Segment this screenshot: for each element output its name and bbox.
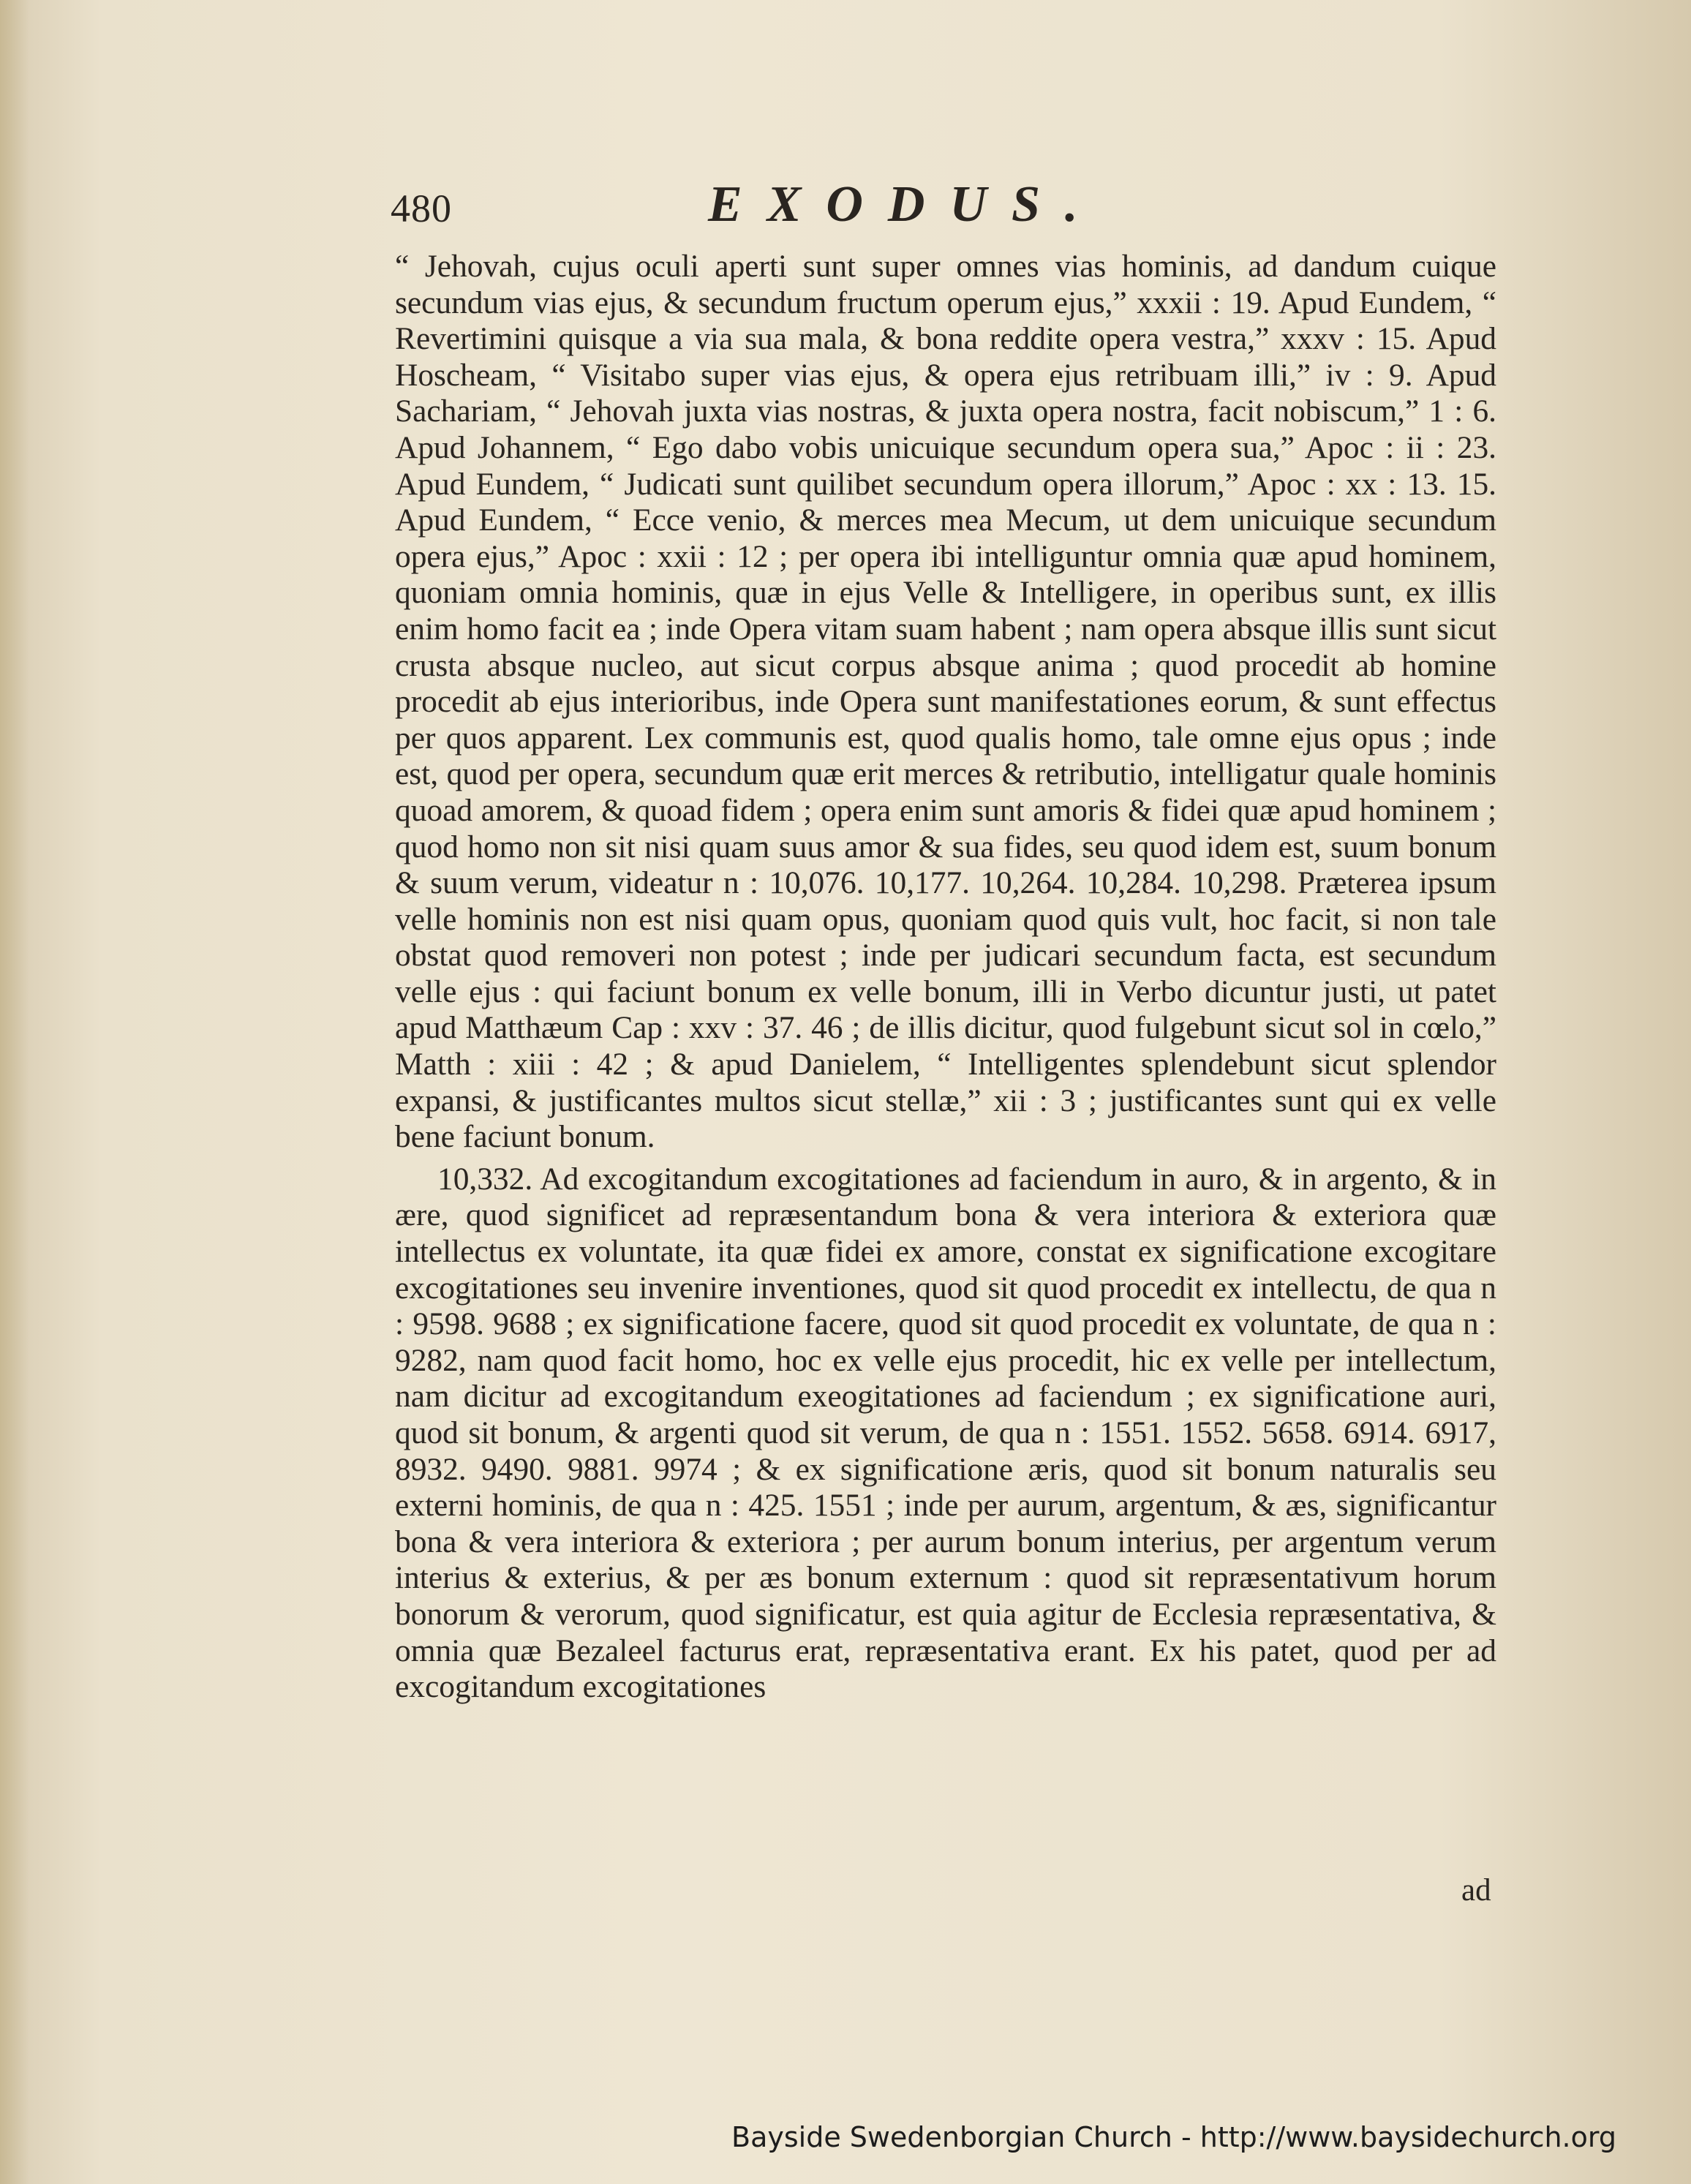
running-title: EXODUS. [708,176,1103,233]
page-header [391,176,1502,246]
page-number: 480 [391,187,452,230]
paragraph-continued: “ Jehovah, cujus oculi aperti sunt super omnes vias hominis, ad dandum cuique secundum vias ejus, & secundum fructum operum ejus,” xxxii : 19. Apud Eundem, “ Revertimini quisque a via sua mala, & bona reddite opera vestra,” xxxv : 15. Apud Hoscheam, “ Visitabo super vias ejus, & opera ejus retribuam illi,” iv : 9. Apud Sachariam, “ Jehovah juxta vias nostras, & juxta opera nostra, facit nobiscum,” 1 : 6. Apud Johannem, “ Ego dabo vobis unicuique secundum opera sua,” Apoc : ii : 23. Apud Eundem, “ Judicati sunt quilibet secundum opera illorum,” Apoc : xx : 13. 15. Apud Eundem, “ Ecce venio, & merces mea Mecum, ut dem unicuique secundum opera ejus,” Apoc : xxii : 12 ; per opera ibi intelliguntur omnia quæ apud hominem, quoniam omnia hominis, quæ in ejus Velle & Intelligere, in operibus sunt, ex illis enim homo facit ea ; inde Opera vitam suam habent ; nam opera absque illis sunt sicut crusta absque nucleo, aut sicut corpus absque anima ; quod procedit ab homine procedit ab ejus interioribus, inde Opera sunt manifestationes eorum, & sunt effectus per quos apparent. Lex communis est, quod qualis homo, tale omne ejus opus ; inde est, quod per opera, secundum quæ erit merces & retributio, intelligatur quale hominis quoad amorem, & quoad fidem ; opera enim sunt amoris & fidei quæ apud hominem ; quod homo non sit nisi quam suus amor & sua fides, seu quod idem est, suum bonum & suum verum, videatur n : 10,076. 10,177. 10,264. 10,284. 10,298. Præterea ipsum velle hominis non est nisi quam opus, quoniam quod quis vult, hoc facit, si non tale obstat quod removeri non potest ; inde per judicari secundum facta, est secundum velle ejus : qui faciunt bonum ex velle bonum, illi in Verbo dicuntur justi, ut patet apud Matthæum Cap : xxv : 37. 46 ; de illis dicitur, quod fulgebunt sicut sol in cœlo,” Matth : xiii : 42 ; & apud Danielem, “ Intelligentes splendebunt sicut splendor expansi, & justificantes multos sicut stellæ,” xii : 3 ; justificantes sunt qui ex velle bene faciunt bonum. [395,249,1496,1155]
page-edge-shadow [0,0,29,2184]
watermark-text: Bayside Swedenborgian Church - http://www.baysidechurch.org [731,2121,1616,2153]
body-text [395,249,1496,1712]
paragraph-10332: 10,332. Ad excogitandum excogitationes ad faciendum in auro, & in argento, & in ære, quod significet ad repræsentandum bona & vera interiora & exteriora quæ intellectus ex voluntate, ita quæ fidei ex amore, constat ex significatione excogitare excogitationes seu invenire inventiones, quod sit quod procedit ex intellectu, de qua n : 9598. 9688 ; ex significatione facere, quod sit quod procedit ex voluntate, de qua n : 9282, nam quod facit homo, hoc ex velle ejus procedit, hic ex velle per intellectum, nam dicitur ad excogitandum exeogitationes ad faciendum ; ex significatione auri, quod sit bonum, & argenti quod sit verum, de qua n : 1551. 1552. 5658. 6914. 6917, 8932. 9490. 9881. 9974 ; & ex significatione æris, quod sit bonum naturalis seu externi hominis, de qua n : 425. 1551 ; inde per aurum, argentum, & æs, significantur bona & vera interiora & exteriora ; per aurum bonum interius, per argentum verum interius & exterius, & per æs bonum externum : quod sit repræsentativum horum bonorum & verorum, quod significatur, est quia agitur de Ecclesia repræsentativa, & omnia quæ Bezaleel facturus erat, repræsentativa erant. Ex his patet, quod per ad excogitandum excogitationes [395,1161,1496,1705]
catchword: ad [1461,1873,1491,1908]
